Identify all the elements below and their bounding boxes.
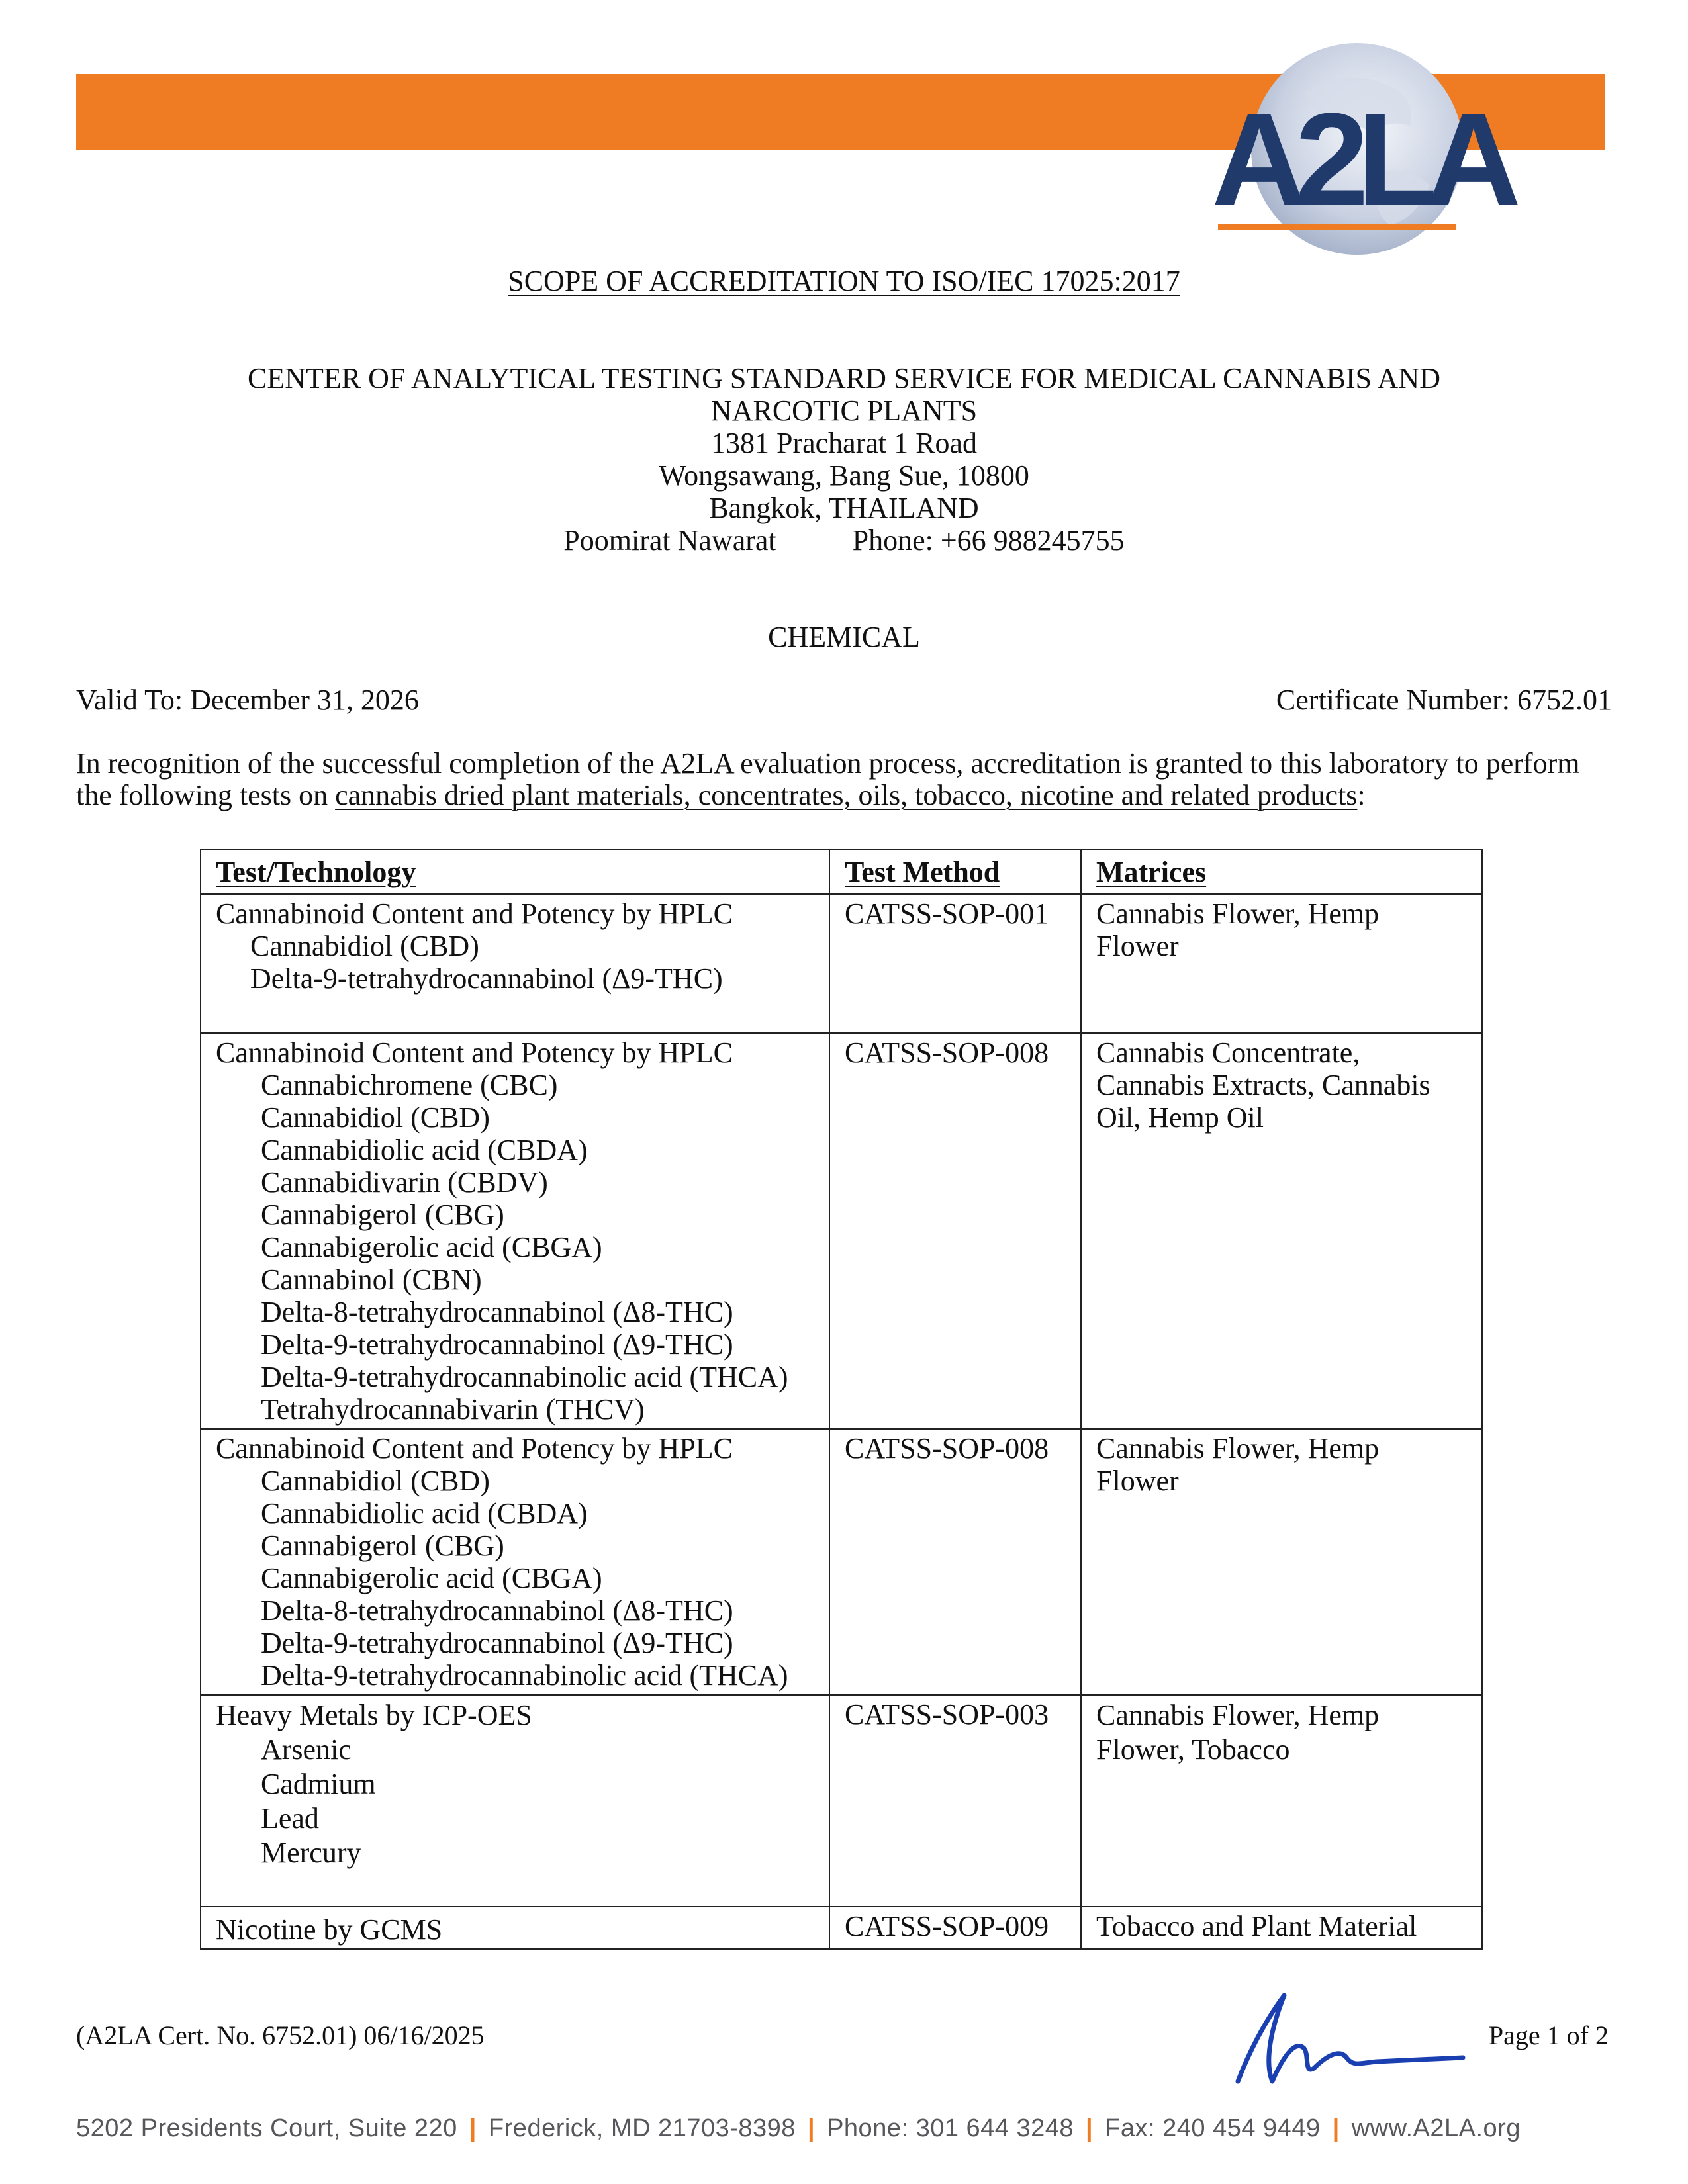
- test-name: Cannabinoid Content and Potency by HPLC: [216, 1036, 733, 1069]
- test-cell: [201, 894, 829, 1033]
- analyte: Mercury: [261, 1837, 361, 1869]
- test-cell: [201, 1033, 829, 1429]
- matrices-cell: Cannabis Concentrate, Cannabis Extracts, Cannabis Oil, Hemp Oil: [1081, 1033, 1482, 1429]
- scope-title: SCOPE OF ACCREDITATION TO ISO/IEC 17025:2017: [508, 265, 1180, 297]
- method-cell: CATSS-SOP-001: [829, 894, 1081, 1033]
- analyte: Cadmium: [261, 1768, 376, 1800]
- method-cell: CATSS-SOP-009: [829, 1907, 1081, 1949]
- lab-name-line2: NARCOTIC PLANTS: [710, 394, 978, 427]
- header-test-technology: Test/Technology: [201, 850, 829, 894]
- intro-scope-products: cannabis dried plant materials, concentrates, oils, tobacco, nicotine and related products: [335, 779, 1358, 811]
- matrices-cell: Tobacco and Plant Material: [1081, 1907, 1482, 1949]
- test-name: Heavy Metals by ICP-OES: [216, 1699, 532, 1731]
- contact-phone: Phone: +66 988245755: [852, 524, 1125, 557]
- analyte: Cannabigerol (CBG): [261, 1529, 504, 1562]
- analyte: Cannabigerolic acid (CBGA): [261, 1231, 602, 1263]
- address-fax: Fax: 240 454 9449: [1105, 2115, 1321, 2142]
- matrices-cell: Cannabis Flower, Hemp Flower, Tobacco: [1081, 1695, 1482, 1907]
- analyte: Cannabichromene (CBC): [261, 1069, 558, 1101]
- table-row: [201, 1695, 1482, 1907]
- footer-cert-line: (A2LA Cert. No. 6752.01) 06/16/2025: [76, 2021, 485, 2050]
- address-street: 5202 Presidents Court, Suite 220: [76, 2115, 457, 2142]
- method-cell: CATSS-SOP-008: [829, 1429, 1081, 1695]
- analyte: Cannabidiolic acid (CBDA): [261, 1497, 588, 1529]
- analyte: Cannabidiol (CBD): [250, 930, 479, 962]
- address-city: Frederick, MD 21703-8398: [488, 2115, 796, 2142]
- analyte: Cannabidivarin (CBDV): [261, 1166, 548, 1199]
- certificate-number: Certificate Number: 6752.01: [1276, 684, 1612, 716]
- analyte: Delta-9-tetrahydrocannabinol (Δ9-THC): [250, 962, 723, 995]
- analyte: Delta-8-tetrahydrocannabinol (Δ8-THC): [261, 1296, 733, 1328]
- signature-image: [1218, 1982, 1476, 2095]
- table-row: [201, 1907, 1482, 1949]
- address-phone: Phone: 301 644 3248: [827, 2115, 1074, 2142]
- header-test-method: Test Method: [829, 850, 1081, 894]
- valid-to: Valid To: December 31, 2026: [76, 684, 419, 716]
- page-number: Page 1 of 2: [1488, 2021, 1609, 2050]
- intro-paragraph: In recognition of the successful completion of the A2LA evaluation process, accreditation is granted to this laboratory to perform the following tests on cannabis dried plant materials, concentrates, oils, tobacco, nicotine and related products:: [76, 747, 1580, 811]
- scope-table: [200, 849, 1483, 1950]
- test-name: Cannabinoid Content and Potency by HPLC: [216, 1432, 733, 1465]
- table-row: [201, 1033, 1482, 1429]
- analyte: Cannabidiol (CBD): [261, 1465, 490, 1497]
- header-matrices: Matrices: [1081, 850, 1482, 894]
- field-heading: CHEMICAL: [768, 621, 920, 653]
- analyte: Lead: [261, 1802, 319, 1835]
- analyte: Tetrahydrocannabivarin (THCV): [261, 1393, 645, 1426]
- test-name: Nicotine by GCMS: [216, 1913, 443, 1946]
- lab-district: Wongsawang, Bang Sue, 10800: [659, 459, 1029, 492]
- method-cell: CATSS-SOP-008: [829, 1033, 1081, 1429]
- a2la-logo: [1192, 40, 1510, 265]
- test-cell: [201, 1695, 829, 1907]
- analyte: Cannabinol (CBN): [261, 1263, 482, 1296]
- table-row: [201, 1429, 1482, 1695]
- matrices-cell: Cannabis Flower, Hemp Flower: [1081, 894, 1482, 1033]
- footer-address-bar: 5202 Presidents Court, Suite 220 | Frederick, MD 21703-8398 | Phone: 301 644 3248 | Fax: 240 454 9449 | www.A2LA.org: [76, 2115, 1521, 2142]
- analyte: Cannabidiolic acid (CBDA): [261, 1134, 588, 1166]
- analyte: Cannabigerol (CBG): [261, 1199, 504, 1231]
- logo-text: A2LA: [1211, 86, 1510, 234]
- lab-street: 1381 Pracharat 1 Road: [711, 427, 977, 459]
- analyte: Delta-9-tetrahydrocannabinolic acid (THCA): [261, 1361, 788, 1393]
- test-cell: [201, 1907, 829, 1949]
- test-name: Cannabinoid Content and Potency by HPLC: [216, 897, 733, 930]
- lab-name-line1: CENTER OF ANALYTICAL TESTING STANDARD SERVICE FOR MEDICAL CANNABIS AND: [248, 362, 1440, 394]
- analyte: Delta-9-tetrahydrocannabinol (Δ9-THC): [261, 1328, 733, 1361]
- address-website-link[interactable]: www.A2LA.org: [1351, 2115, 1521, 2142]
- analyte: Delta-9-tetrahydrocannabinol (Δ9-THC): [261, 1627, 733, 1659]
- test-cell: [201, 1429, 829, 1695]
- analyte: Cannabigerolic acid (CBGA): [261, 1562, 602, 1594]
- matrices-cell: Cannabis Flower, Hemp Flower: [1081, 1429, 1482, 1695]
- analyte: Delta-8-tetrahydrocannabinol (Δ8-THC): [261, 1594, 733, 1627]
- table-header-row: [201, 850, 1482, 894]
- lab-city: Bangkok, THAILAND: [709, 492, 979, 524]
- analyte: Cannabidiol (CBD): [261, 1101, 490, 1134]
- contact-name: Poomirat Nawarat: [563, 524, 776, 557]
- analyte: Arsenic: [261, 1733, 352, 1766]
- table-row: [201, 894, 1482, 1033]
- method-cell: CATSS-SOP-003: [829, 1695, 1081, 1907]
- analyte: Delta-9-tetrahydrocannabinolic acid (THCA): [261, 1659, 788, 1692]
- lab-contact: [0, 524, 1688, 557]
